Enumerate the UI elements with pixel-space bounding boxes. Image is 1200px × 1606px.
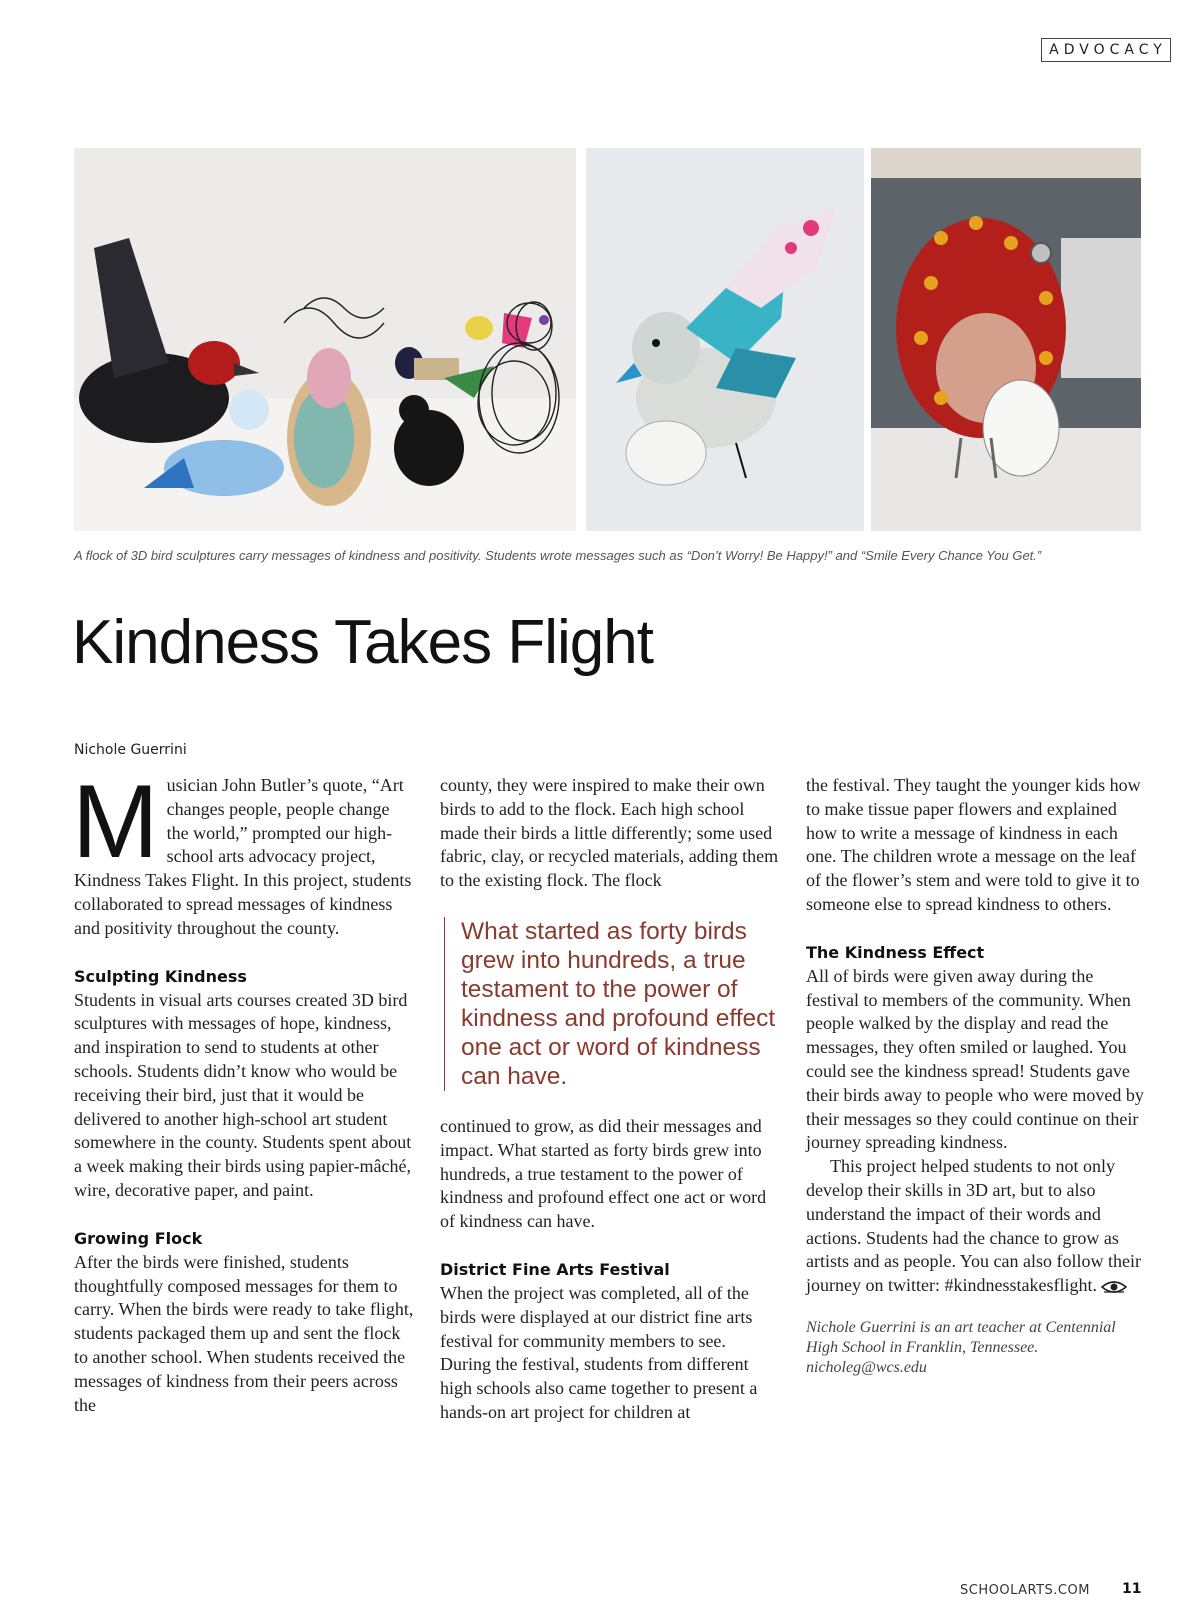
section-body-festival-2: the festival. They taught the younger kids how to make tissue paper flowers and explained how to write a message of kindness in each one. The children wrote a message on the leaf of the flower’s stem and were told to give it to someone else to spread kindness to others. xyxy=(806,775,1141,914)
photo-red-bird xyxy=(871,148,1141,531)
eye-icon xyxy=(1101,1280,1127,1294)
column-3 xyxy=(806,774,1146,1378)
section-body-growing-1: After the birds were finished, students thoughtfully composed messages for them to carry. When the birds were ready to take flight, students packaged them up and sent the flock to another school. When students received the messages of kindness from their peers across the xyxy=(74,1251,414,1415)
section-tag: ADVOCACY xyxy=(1041,38,1171,62)
photo-flock xyxy=(74,148,576,531)
section-body-sculpting: Students in visual arts courses created 3D bird sculptures with messages of hope, kindness, and inspiration to send to students at other schools. Students didn’t know who would be receiving their bird, just that it would be delivered to another high-school art student somewhere in the county. Students spent about a week making their birds using papier-mâché, wire, decorative paper, and paint. xyxy=(74,989,412,1200)
section-body-growing-3: continued to grow, as did their messages and impact. What started as forty birds grew into hundreds, a true testament to the power of kindness and profound effect one act or word of kindness can have. xyxy=(440,1115,767,1232)
section-heading-festival: District Fine Arts Festival xyxy=(440,1259,670,1279)
page-number: 11 xyxy=(1122,1581,1142,1597)
section-body-effect-1: All of birds were given away during the festival to members of the community. When people walked by the display and read the messages, they often smiled or laughed. You could see the kindness spread! Students gave their birds away to people who were moved by their messages so they could continue on their journey spreading kindness. xyxy=(806,965,1144,1153)
photo-fabric-bird xyxy=(586,148,864,531)
byline: Nichole Guerrini xyxy=(74,742,187,758)
section-heading-effect: The Kindness Effect xyxy=(806,942,985,962)
section-body-growing-2: county, they were inspired to make their own birds to add to the flock. Each high school made their birds a little differently; some used fabric, clay, or recycled materials, adding them to the existing flock. The flock xyxy=(440,775,779,891)
pull-quote: What started as forty birds grew into hundreds, a true testament to the power of kindness and profound effect one act or word of kindness can have. xyxy=(444,917,780,1091)
drop-cap: M xyxy=(72,764,159,880)
intro-text: usician John Butler’s quote, “Art changes people, people change the world,” prompted our high-school arts advocacy project, Kindness Takes Flight. In this project, students collaborated to spread messages of kindness and positivity throughout the county. xyxy=(74,775,412,938)
article-title: Kindness Takes Flight xyxy=(72,608,653,677)
section-heading-growing: Growing Flock xyxy=(74,1228,203,1248)
section-heading-sculpting: Sculpting Kindness xyxy=(74,966,247,986)
author-bio: Nichole Guerrini is an art teacher at Centennial High School in Franklin, Tennessee. nicholeg@wcs.edu xyxy=(806,1318,1116,1376)
column-2 xyxy=(440,774,780,1425)
photo-caption: A flock of 3D bird sculptures carry messages of kindness and positivity. Students wrote messages such as “Don’t Worry! Be Happy!” and “Smile Every Chance You Get.” xyxy=(74,548,1042,563)
section-body-festival-1: When the project was completed, all of the birds were displayed at our district fine arts festival for community members to see. During the festival, students from different high schools also came together to present a hands-on art project for children at xyxy=(440,1282,758,1422)
intro-paragraph xyxy=(72,764,414,941)
footer-site: SCHOOLARTS.COM xyxy=(960,1583,1090,1598)
column-1 xyxy=(72,764,414,1417)
effect-2-text: This project helped students to not only develop their skills in 3D art, but to also understand the impact of their words and actions. Students had the chance to grow as artists and as people. You can also follow their journey on twitter: #kindnesstakesflight. xyxy=(806,1156,1141,1296)
section-body-effect-2 xyxy=(806,1155,1146,1298)
